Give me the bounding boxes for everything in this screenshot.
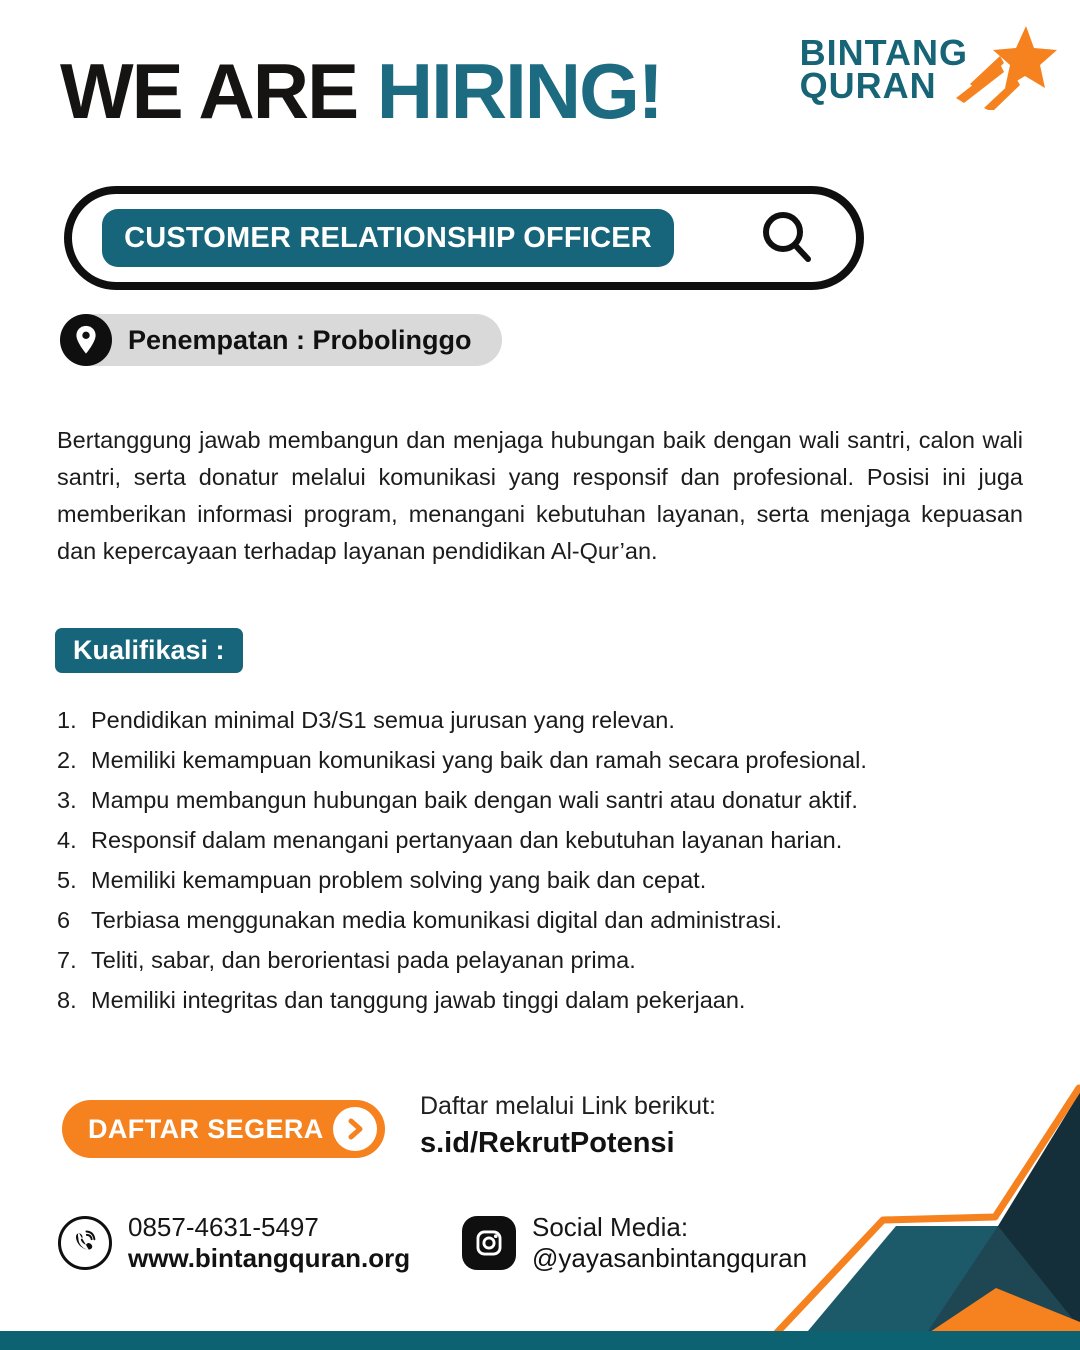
search-icon[interactable]	[756, 207, 818, 269]
list-item-number: 6	[57, 907, 71, 933]
qualifications-heading: Kualifikasi :	[55, 628, 243, 673]
phone-number[interactable]: 0857-4631-5497	[128, 1212, 319, 1242]
brand-logo-line2: QURAN	[799, 65, 937, 106]
brand-logo-line1: BINTANG	[799, 31, 968, 73]
job-title-button[interactable]: CUSTOMER RELATIONSHIP OFFICER	[102, 209, 674, 267]
phone-contact	[58, 1212, 410, 1274]
social-media-handle[interactable]: @yayasanbintangquran	[532, 1243, 808, 1274]
instagram-icon	[462, 1216, 516, 1270]
list-item-text: Terbiasa menggunakan media komunikasi digital dan administrasi.	[91, 907, 783, 933]
brand-logo-text	[799, 31, 968, 106]
list-item-number: 5.	[57, 867, 77, 893]
list-item	[57, 780, 1042, 820]
shooting-star-icon	[954, 24, 1058, 110]
daftar-segera-button[interactable]	[62, 1100, 385, 1158]
bottom-teal-strip	[0, 1331, 1080, 1350]
social-media-label: Social Media:	[532, 1212, 689, 1242]
registration-link-block	[420, 1092, 716, 1160]
website-url[interactable]: www.bintangquran.org	[128, 1243, 411, 1274]
list-item-number: 1.	[57, 707, 77, 733]
list-item-text: Pendidikan minimal D3/S1 semua jurusan yang relevan.	[91, 707, 675, 733]
list-item	[57, 700, 1042, 740]
list-item-number: 2.	[57, 747, 77, 773]
location-pill	[60, 314, 502, 366]
location-pin-icon	[60, 314, 112, 366]
list-item	[57, 740, 1042, 780]
list-item-text: Memiliki kemampuan komunikasi yang baik dan ramah secara profesional.	[91, 747, 867, 773]
list-item	[57, 820, 1042, 860]
list-item	[57, 860, 1042, 900]
social-contact	[462, 1212, 807, 1274]
phone-icon	[58, 1216, 112, 1270]
list-item-text: Responsif dalam menangani pertanyaan dan kebutuhan layanan harian.	[91, 827, 843, 853]
title-we-are: WE ARE	[60, 47, 358, 135]
chevron-right-icon	[333, 1107, 377, 1151]
corner-decoration-graphic	[700, 1050, 1080, 1350]
qualifications-list	[57, 700, 1042, 1020]
registration-link-intro: Daftar melalui Link berikut:	[420, 1092, 716, 1120]
location-label: Penempatan : Probolinggo	[128, 324, 472, 355]
page-title	[60, 47, 662, 135]
brand-logo	[800, 28, 1058, 110]
list-item-number: 8.	[57, 987, 77, 1013]
daftar-segera-label: DAFTAR SEGERA	[88, 1113, 324, 1144]
search-bar	[64, 186, 864, 290]
registration-link-url[interactable]: s.id/RekrutPotensi	[420, 1127, 675, 1159]
list-item-text: Mampu membangun hubungan baik dengan wali santri atau donatur aktif.	[91, 787, 858, 813]
title-hiring: HIRING!	[376, 47, 662, 135]
list-item-text: Memiliki kemampuan problem solving yang baik dan cepat.	[91, 867, 707, 893]
list-item-text: Teliti, sabar, dan berorientasi pada pelayanan prima.	[91, 947, 636, 973]
list-item	[57, 940, 1042, 980]
list-item	[57, 980, 1042, 1020]
list-item-number: 7.	[57, 947, 77, 973]
job-description: Bertanggung jawab membangun dan menjaga hubungan baik dengan wali santri, calon wali santri, serta donatur melalui komunikasi yang responsif dan profesional. Posisi ini juga memberikan informasi program, menangani kebutuhan layanan, serta menjaga kepuasan dan kepercayaan terhadap layanan pendidikan Al-Qur’an.	[57, 426, 1023, 564]
list-item-text: Memiliki integritas dan tanggung jawab tinggi dalam pekerjaan.	[91, 987, 746, 1013]
list-item-number: 4.	[57, 827, 77, 853]
list-item-number: 3.	[57, 787, 77, 813]
list-item	[57, 900, 1042, 940]
